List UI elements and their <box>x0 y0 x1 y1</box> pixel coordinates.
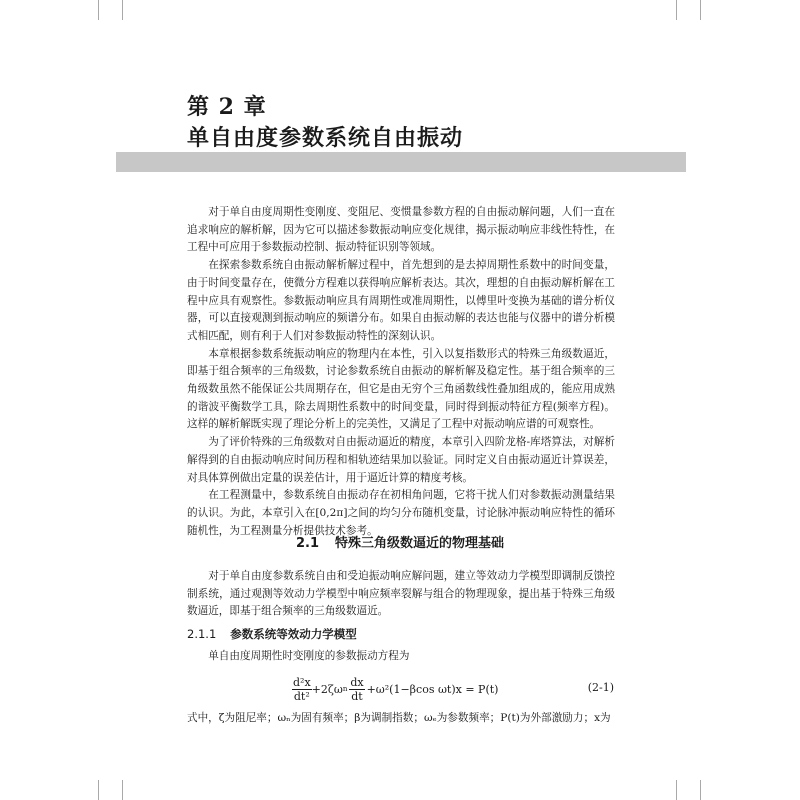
subsection-title: 参数系统等效动力学模型 <box>230 627 357 641</box>
crop-mark <box>122 780 123 800</box>
paragraph: 式中，ζ为阻尼率；ωₙ为固有频率；β为调制指数；ωₑ为参数频率；P(t)为外部激励力；x为 <box>187 712 611 724</box>
section-heading <box>0 532 800 551</box>
section-number: 2.1 <box>295 536 319 551</box>
chapter-title: 单自由度参数系统自由振动 <box>187 125 464 151</box>
subsection-heading <box>187 626 357 642</box>
subsection-number: 2.1.1 <box>187 627 217 641</box>
crop-mark <box>122 0 123 20</box>
footer-text <box>187 710 615 728</box>
equation-term: +2ζω <box>311 682 343 696</box>
equation-2-1: $\frac{\text{d²x}}{\text{dt²}}$ +2ζω n $\frac{dx}{dt}$ +ω²(1−βcos ωt)x = P(t) (2-1) <box>293 675 614 703</box>
chapter-header <box>187 92 463 154</box>
paragraph: 在探索参数系统自由振动解析解过程中，首先想到的是去掉周期性系数中的时间变量，由于时间变量存在，使微分方程难以获得响应解析表达。其次，理想的自由振动解析解在工程中应具有观察性。参数振动响应具有周期性或准周期性，以傅里叶变换为基础的谱分析仪器，可以直接观测到振动响应的频谱分布。如果自由振动解的表达也能与仪器中的谱分析模式相匹配，则有利于人们对参数振动特性的深刻认识。 <box>187 259 615 342</box>
paragraph: 对于单自由度参数系统自由和受迫振动响应解问题，建立等效动力学模型即调制反馈控制系统，通过观测等效动力学模型中响应频率裂解与组合的物理现象，提出基于特殊三角级数逼近，即基于组合频率的三角级数逼近。 <box>187 570 615 618</box>
equation-label: (2-1) <box>587 681 614 694</box>
paragraph: 在工程测量中，参数系统自由振动存在初相角问题，它将干扰人们对参数振动测量结果的认识。为此，本章引入在[0,2π]之间的均匀分布随机变量，讨论脉冲振动响应特性的循环随机性，为工程测量分析提供技术参考。 <box>187 489 615 537</box>
crop-mark <box>676 780 677 800</box>
paragraph: 单自由度周期性时变刚度的参数振动方程为 <box>208 650 410 662</box>
equation-fraction: $\frac{dx}{dt}$ <box>350 675 364 703</box>
equation-fraction: $\frac{\text{d²x}}{\text{dt²}}$ <box>293 675 311 703</box>
crop-mark <box>700 0 701 20</box>
chapter-number: 第 2 章 <box>187 94 267 120</box>
crop-mark <box>98 780 99 800</box>
title-rule <box>116 152 686 172</box>
subsection-lead <box>187 648 615 666</box>
paragraph: 对于单自由度周期性变刚度、变阻尼、变惯量参数方程的自由振动解问题，人们一直在追求响应的解析解，因为它可以描述参数振动响应变化规律，揭示振动响应非线性特性，在工程中可应用于参数振动控制、振动特征识别等领域。 <box>187 206 615 254</box>
paragraph: 本章根据参数系统振动响应的物理内在本性，引入以复指数形式的特殊三角级数逼近，即基于组合频率的三角级数，讨论参数系统自由振动的解析解及稳定性。基于组合频率的三角级数虽然不能保证公共周期存在，但它是由无穷个三角函数线性叠加组成的，能应用成熟的谐波平衡数学工具，除去周期性系数中的时间变量，同时得到振动特征方程(频率方程)。这样的解析解既实现了理论分析上的完美性，又满足了工程中对振动响应谱的可观察性。 <box>187 347 615 431</box>
crop-mark <box>676 0 677 20</box>
equation-term: +ω²(1−βcos ωt)x = P(t) <box>366 682 499 696</box>
intro-text <box>187 204 615 540</box>
crop-mark <box>98 0 99 20</box>
section-text <box>187 568 615 621</box>
paragraph: 为了评价特殊的三角级数对自由振动逼近的精度，本章引入四阶龙格-库塔算法，对解析解得到的自由振动响应时间历程和相轨迹结果加以验证。同时定义自由振动逼近计算误差，对具体算例做出定量的误差估计，用于逼近计算的精度考核。 <box>187 436 615 484</box>
section-title: 特殊三角级数逼近的物理基础 <box>335 536 505 551</box>
crop-mark <box>700 780 701 800</box>
